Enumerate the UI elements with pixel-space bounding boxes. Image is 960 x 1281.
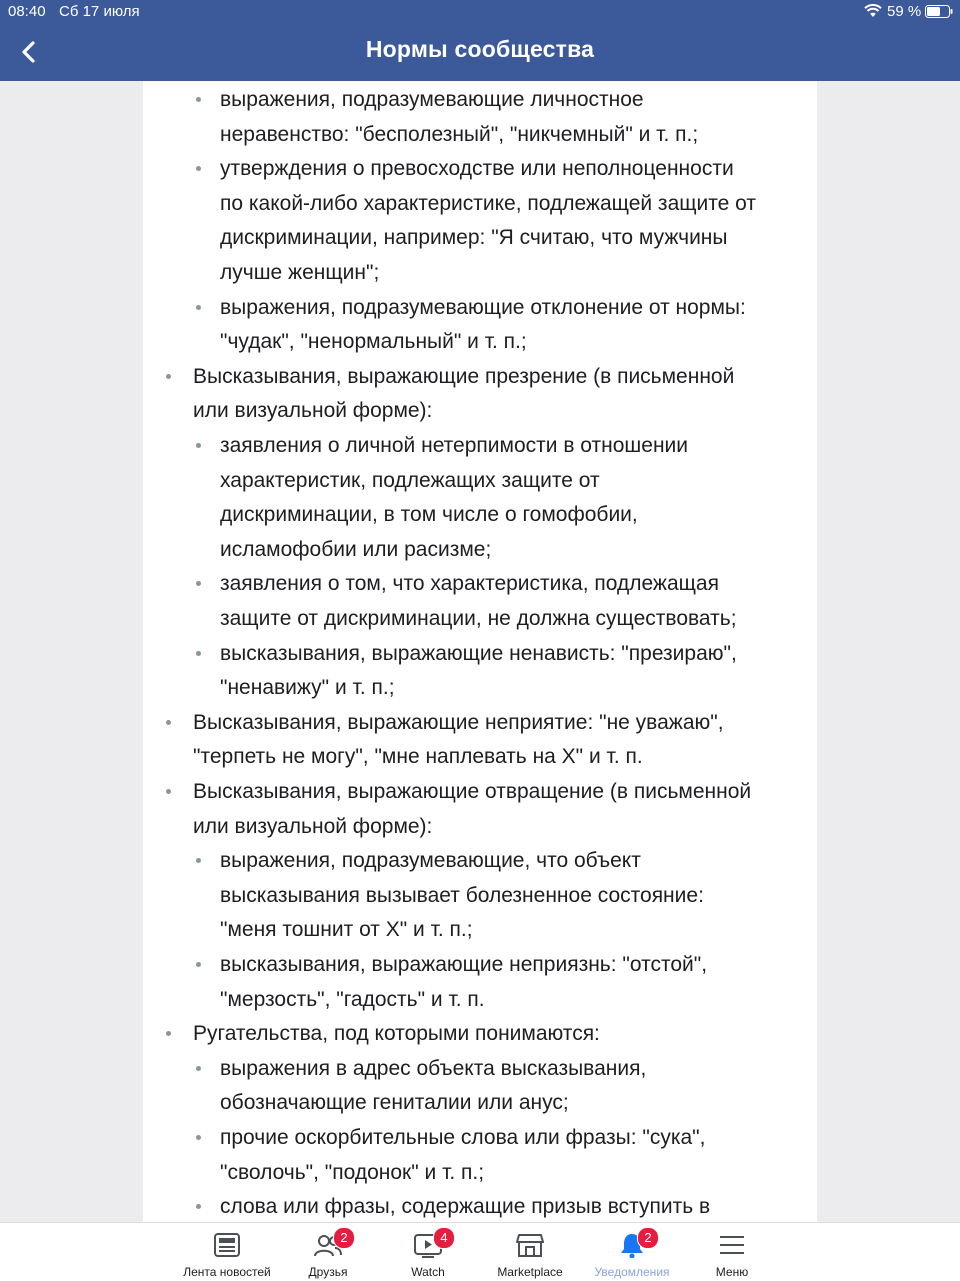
rule-text-line: утверждения о превосходстве или неполноценности (220, 157, 734, 181)
rule-text-line: Высказывания, выражающие отвращение (в письменной (193, 780, 752, 803)
rule-item (193, 1017, 600, 1052)
rule-text-line: выражения, подразумевающие, что объект (220, 849, 641, 873)
tab-label: Друзья (308, 1265, 348, 1279)
bullet-icon (196, 962, 201, 967)
community-standards-content[interactable] (143, 81, 817, 1222)
rule-text-line: "чудак", "ненормальный" и т. п.; (220, 330, 527, 354)
rule-item (220, 429, 688, 567)
tab-label: Marketplace (497, 1265, 563, 1279)
tab-label: Меню (715, 1265, 749, 1279)
rule-text-line: "меня тошнит от X" и т. п.; (220, 918, 473, 942)
menu-icon (718, 1232, 746, 1258)
tab-menu[interactable] (677, 1223, 787, 1281)
rule-item (220, 1052, 646, 1121)
rule-text-line: выражения в адрес объекта высказывания, (220, 1056, 647, 1080)
marketplace-icon (516, 1232, 544, 1258)
status-date: Сб 17 июля (59, 3, 140, 20)
rule-item (220, 844, 704, 948)
tab-label: Лента новостей (183, 1265, 271, 1279)
rule-item (220, 948, 707, 1017)
bullet-icon (196, 166, 201, 171)
rule-item (220, 1121, 705, 1190)
tab-label: Watch (411, 1265, 445, 1279)
rule-item (220, 637, 737, 706)
bullet-icon (196, 1135, 201, 1140)
tab-label: Уведомления (594, 1265, 670, 1279)
rule-text-line: неравенство: "бесполезный", "никчемный" и т. п.; (220, 122, 699, 146)
rule-item (220, 567, 737, 636)
bullet-icon (196, 651, 201, 656)
rule-item (220, 1190, 710, 1222)
rule-text-line: по какой-либо характеристике, подлежащей защите от (220, 191, 756, 215)
rule-text-line: обозначающие гениталии или анус; (220, 1091, 569, 1115)
rule-text-line: лучше женщин"; (220, 260, 380, 284)
rule-text-line: прочие оскорбительные слова или фразы: "сука", (220, 1126, 706, 1149)
rule-text-line: Ругательства, под которыми понимаются: (193, 1022, 600, 1046)
status-time: 08:40 (8, 3, 46, 20)
app-header (0, 0, 960, 81)
battery-icon (925, 5, 953, 18)
rule-text-line: или визуальной форме): (193, 399, 433, 423)
notification-badge: 2 (637, 1227, 659, 1249)
rule-text-line: "сволочь", "подонок" и т. п.; (220, 1160, 485, 1184)
bottom-tab-bar (0, 1222, 960, 1281)
bullet-icon (196, 1066, 201, 1071)
bullet-icon (196, 443, 201, 448)
bullet-icon (196, 1204, 201, 1209)
bullet-icon (196, 581, 201, 586)
rule-text-line: защите от дискриминации, не должна существовать; (220, 606, 737, 630)
bullet-icon (166, 1031, 171, 1036)
news-feed-icon (213, 1232, 241, 1258)
rule-text-line: дискриминации, в том числе о гомофобии, (220, 503, 638, 527)
rule-item (220, 291, 746, 360)
rule-item (193, 706, 724, 775)
rule-text-line: "терпеть не могу", "мне наплевать на X" и т. п. (193, 745, 643, 769)
rule-item (220, 83, 698, 152)
status-bar (0, 0, 960, 24)
bullet-icon (196, 97, 201, 102)
rule-text-line: дискриминации, например: "Я считаю, что мужчины (220, 226, 728, 250)
bullet-icon (166, 720, 171, 725)
rule-text-line: высказывания, выражающие ненависть: "презираю", (220, 641, 737, 665)
rule-text-line: "мерзость", "гадость" и т. п. (220, 987, 485, 1011)
bullet-icon (166, 789, 171, 794)
rule-text-line: высказывания вызывает болезненное состояние: (220, 883, 704, 907)
rule-text-line: исламофобии или расизме; (220, 537, 492, 561)
battery-percentage: 59 % (887, 3, 922, 20)
rule-item (193, 775, 751, 844)
rule-text-line: заявления о том, что характеристика, подлежащая (220, 572, 719, 596)
rule-text-line: Высказывания, выражающие презрение (в письменной (193, 364, 735, 388)
rule-text-line: слова или фразы, содержащие призыв вступить в (220, 1195, 711, 1219)
rule-text-line: заявления о личной нетерпимости в отношении (220, 434, 689, 457)
rule-text-line: или визуальной форме): (193, 814, 433, 838)
rule-text-line: высказывания, выражающие неприязнь: "отстой", (220, 953, 708, 976)
rule-text-line: Высказывания, выражающие неприятие: "не уважаю", (193, 710, 724, 734)
rule-text-line: выражения, подразумевающие личностное (220, 88, 644, 111)
bullet-icon (196, 858, 201, 863)
wifi-icon (864, 4, 882, 18)
page-title: Нормы сообщества (365, 36, 595, 62)
bullet-icon (166, 374, 171, 379)
rule-text-line: характеристик, подлежащих защите от (220, 468, 600, 492)
notification-badge: 2 (333, 1227, 355, 1249)
rule-text-line: выражения, подразумевающие отклонение от нормы: (220, 295, 746, 319)
notification-badge: 4 (433, 1227, 455, 1249)
rule-text-line: "ненавижу" и т. п.; (220, 676, 395, 700)
rule-item (220, 152, 756, 290)
bullet-icon (196, 305, 201, 310)
rule-item (193, 360, 734, 429)
